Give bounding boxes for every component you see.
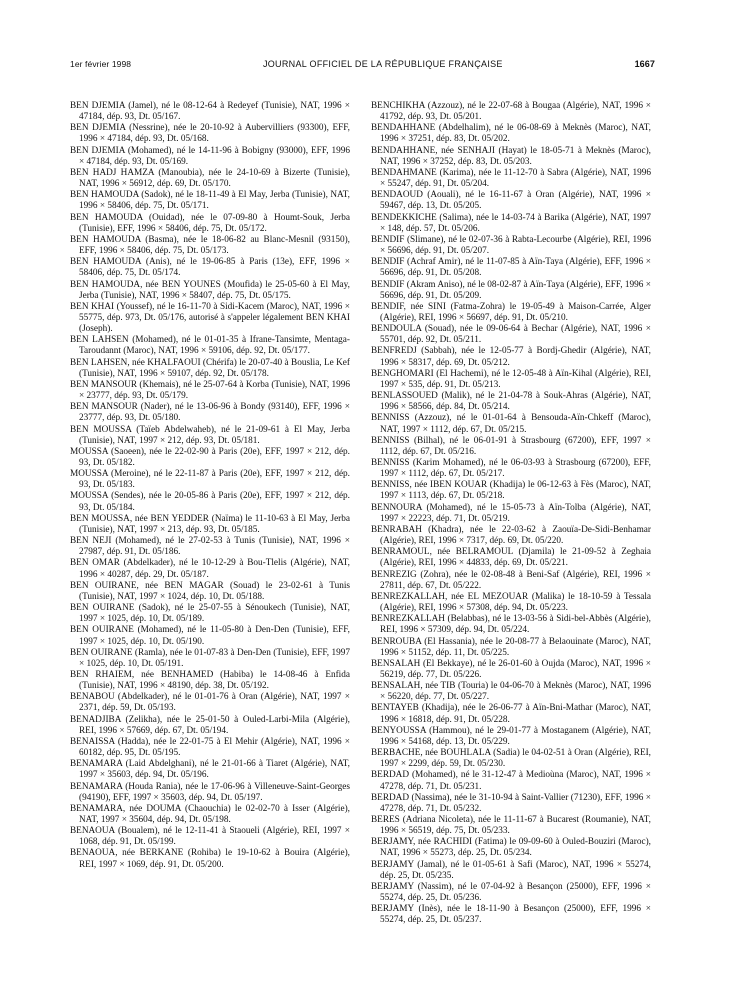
register-entry: BEN DJEMIA (Mohamed), né le 14-11-96 à Bobigny (93000), EFF, 1996 × 47184, dép. 93, Dt. 05/169. [70,145,350,167]
right-column [371,101,651,927]
register-entry: BEN OUIRANE, née BEN MAGAR (Souad) le 23-02-61 à Tunis (Tunisie), NAT, 1997 × 1024, dép. 10, Dt. 05/188. [70,580,350,602]
register-entry: BENSALAH (El Bekkaye), né le 26-01-60 à Oujda (Maroc), NAT, 1996 × 56219, dép. 77, Dt. 05/226. [371,658,651,680]
register-entry: BEN OMAR (Abdelkader), né le 10-12-29 à Bou-Tlelis (Algérie), NAT, 1996 × 40287, dép. 29, Dt. 05/187. [70,558,350,580]
register-entry: BENAISSA (Hadda), née le 22-01-75 à El Mehir (Algérie), NAT, 1996 × 60182, dép. 95, Dt. 05/195. [70,736,350,759]
register-entry: BEN OUIRANE (Sadok), né le 25-07-55 à Sénoukech (Tunisie), NAT, 1997 × 1025, dép. 10, Dt. 05/189. [70,603,350,625]
register-entry: BEN OUIRANE (Ramla), née le 01-07-83 à Den-Den (Tunisie), EFF, 1997 × 1025, dép. 10, Dt. 05/191. [70,647,350,669]
register-entry: BENDAHMANE (Karima), née le 11-12-70 à Sabra (Algérie), NAT, 1996 × 55247, dép. 91, Dt. 05/204. [371,167,651,190]
register-entry: BEN MANSOUR (Khemais), né le 25-07-64 à Korba (Tunisie), NAT, 1996 × 23777, dép. 93, Dt. 05/179. [70,379,350,402]
register-entry: BEN HADJ HAMZA (Manoubia), née le 24-10-69 à Bizerte (Tunisie), NAT, 1996 × 56912, dép. 69, Dt. 05/170. [70,167,350,190]
register-entry: BEN HAMOUDA, née BEN YOUNES (Moufida) le 25-05-60 à El May, Jerba (Tunisie), NAT, 1996 × 58407, dép. 75, Dt. 05/175. [70,279,350,301]
register-entry: BENNISS (Bilhal), né le 06-01-91 à Strasbourg (67200), EFF, 1997 × 1112, dép. 67, Dt. 05/216. [371,435,651,457]
register-entry: BEN DJEMIA (Jamel), né le 08-12-64 à Redeyef (Tunisie), NAT, 1996 × 47184, dép. 93, Dt. 05/167. [70,101,350,123]
register-entry: BERJAMY (Inès), née le 18-11-90 à Besançon (25000), EFF, 1996 × 55274, dép. 25, Dt. 05/237. [371,904,651,926]
register-entry: BENREZKALLAH, née EL MEZOUAR (Malika) le 18-10-59 à Tessala (Algérie), REI, 1996 × 57308, dép. 94, Dt. 05/223. [371,591,651,614]
register-entry: BEN HAMOUDA (Ouidad), née le 07-09-80 à Houmt-Souk, Jerba (Tunisie), EFF, 1996 × 58406, dép. 75, Dt. 05/172. [70,212,350,234]
register-entry: BEN MOUSSA, née BEN YEDDER (Naïma) le 11-10-63 à El May, Jerba (Tunisie), NAT, 1997 × 213, dép. 93, Dt. 05/185. [70,513,350,535]
register-entry: MOUSSA (Sendes), née le 20-05-86 à Paris (20e), EFF, 1997 × 212, dép. 93, Dt. 05/184. [70,491,350,513]
register-entry: BEN RHAIEM, née BENHAMED (Habiba) le 14-08-46 à Enfida (Tunisie), NAT, 1996 × 48190, dép. 38, Dt. 05/192. [70,669,350,692]
register-entry: BEN HAMOUDA (Basma), née le 18-06-82 au Blanc-Mesnil (93150), EFF, 1996 × 58406, dép. 75, Dt. 05/173. [70,234,350,257]
register-entry: BENCHIKHA (Azzouz), né le 22-07-68 à Bougaa (Algérie), NAT, 1996 × 41792, dép. 93, Dt. 05/201. [371,101,651,123]
issue-date: 1er février 1998 [70,59,132,69]
register-entry: BERDAD (Nassima), née le 31-10-94 à Saint-Vallier (71230), EFF, 1996 × 47278, dép. 71, Dt. 05/232. [371,792,651,814]
register-entry: BENNISS, née IBEN KOUAR (Khadija) le 06-12-63 à Fès (Maroc), NAT, 1997 × 1113, dép. 67, Dt. 05/218. [371,480,651,502]
register-entry: BERJAMY, née RACHIDI (Fatima) le 09-09-60 à Ouled-Bouziri (Maroc), NAT, 1996 × 55273, dép. 25, Dt. 05/234. [371,837,651,859]
register-entry: BEN LAHSEN, née KHALFAOUI (Chérifa) le 20-07-40 à Bouslia, Le Kef (Tunisie), NAT, 1996 × 59107, dép. 92, Dt. 05/178. [70,357,350,379]
register-entry: BEN HAMOUDA (Sadok), né le 18-11-49 à El May, Jerba (Tunisie), NAT, 1996 × 58406, dép. 75, Dt. 05/171. [70,190,350,212]
register-entry: BENRAMOUL, née BELRAMOUL (Djamila) le 21-09-52 à Zeghaia (Algérie), REI, 1996 × 44833, dép. 69, Dt. 05/221. [371,547,651,569]
register-entry: BENDAOUD (Aouali), né le 16-11-67 à Oran (Algérie), NAT, 1996 × 59467, dép. 13, Dt. 05/205. [371,190,651,212]
page-number: 1667 [634,59,655,69]
register-entry: BENLASSOUED (Malik), né le 21-04-78 à Souk-Ahras (Algérie), NAT, 1996 × 58566, dép. 84, Dt. 05/214. [371,391,651,413]
register-entry: BENAOUA, née BERKANE (Rohiba) le 19-10-62 à Bouira (Algérie), REI, 1997 × 1069, dép. 91, Dt. 05/200. [70,848,350,870]
register-entry: BENREZKALLAH (Belabbas), né le 13-03-56 à Sidi-bel-Abbès (Algérie), REI, 1996 × 57309, dép. 94, Dt. 05/224. [371,614,651,636]
register-entry: BENDIF, née SINI (Fatma-Zohra) le 19-05-49 à Maison-Carrée, Alger (Algérie), REI, 1996 × 56697, dép. 91, Dt. 05/210. [371,301,651,323]
register-entry: BENAMARA (Houda Rania), née le 17-06-96 à Villeneuve-Saint-Georges (94190), EFF, 1997 × 35603, dép. 94, Dt. 05/197. [70,781,350,803]
register-entry: BENAOUA (Boualem), né le 12-11-41 à Staoueli (Algérie), REI, 1997 × 1068, dép. 91, Dt. 05/199. [70,826,350,848]
register-entry: BENSALAH, née TIB (Touria) le 04-06-70 à Meknès (Maroc), NAT, 1996 × 56220, dép. 77, Dt. 05/227. [371,681,651,703]
register-entry: BERES (Adriana Nicoleta), née le 11-11-67 à Bucarest (Roumanie), NAT, 1996 × 56519, dép. 75, Dt. 05/233. [371,815,651,837]
page-header [70,59,655,73]
register-entry: BEN HAMOUDA (Anis), né le 19-06-85 à Paris (13e), EFF, 1996 × 58406, dép. 75, Dt. 05/174. [70,257,350,279]
register-entry: BENDIF (Akram Aniso), né le 08-02-87 à Aïn-Taya (Algérie), EFF, 1996 × 56696, dép. 91, Dt. 05/209. [371,279,651,301]
journal-title: JOURNAL OFFICIEL DE LA RÉPUBLIQUE FRANÇAISE [262,59,503,69]
register-entry: BENDAHHANE (Abdelhalim), né le 06-08-69 à Meknès (Maroc), NAT, 1996 × 37251, dép. 83, Dt. 05/202. [371,123,651,145]
register-entry: MOUSSA (Saoeen), née le 22-02-90 à Paris (20e), EFF, 1997 × 212, dép. 93, Dt. 05/182. [70,446,350,468]
register-entry: BENAMARA, née DOUMA (Chaouchia) le 02-02-70 à Isser (Algérie), NAT, 1997 × 35604, dép. 94, Dt. 05/198. [70,803,350,825]
register-entry: BENYOUSSA (Hammou), né le 29-01-77 à Mostaganem (Algérie), NAT, 1996 × 54168, dép. 13, Dt. 05/229. [371,725,651,747]
register-entry: BENDAHHANE, née SENHAJI (Hayat) le 18-05-71 à Meknès (Maroc), NAT, 1996 × 37252, dép. 83, Dt. 05/203. [371,145,651,167]
register-entry: BENABOU (Abdelkader), né le 01-01-76 à Oran (Algérie), NAT, 1997 × 2371, dép. 59, Dt. 05/193. [70,692,350,714]
register-entry: BEN DJEMIA (Nessrine), née le 20-10-92 à Aubervilliers (93300), EFF, 1996 × 47184, dép. 93, Dt. 05/168. [70,123,350,145]
register-entry: BEN MANSOUR (Nader), né le 13-06-96 à Bondy (93140), EFF, 1996 × 23777, dép. 93, Dt. 05/180. [70,402,350,424]
register-entry: BENDEKKICHE (Salima), née le 14-03-74 à Barika (Algérie), NAT, 1997 × 148, dép. 57, Dt. 05/206. [371,212,651,234]
register-entry: BENADJIBA (Zelikha), née le 25-01-50 à Ouled-Larbi-Mila (Algérie), REI, 1996 × 57669, dép. 67, Dt. 05/194. [70,714,350,736]
register-entry: BEN MOUSSA (Taïeb Abdelwaheb), né le 21-09-61 à El May, Jerba (Tunisie), NAT, 1997 × 212, dép. 93, Dt. 05/181. [70,424,350,446]
register-entry: BENNISS (Karim Mohamed), né le 06-03-93 à Strasbourg (67200), EFF, 1997 × 1112, dép. 67, Dt. 05/217. [371,458,651,480]
register-entry: BERBACHE, née BOUHLALA (Sadia) le 04-02-51 à Oran (Algérie), REI, 1997 × 2299, dép. 59, Dt. 05/230. [371,748,651,770]
register-entry: BENGHOMARI (El Hachemi), né le 12-05-48 à Aïn-Kihal (Algérie), REI, 1997 × 535, dép. 91, Dt. 05/213. [371,368,651,390]
register-entry: BEN OUIRANE (Mohamed), né le 11-05-80 à Den-Den (Tunisie), EFF, 1997 × 1025, dép. 10, Dt. 05/190. [70,625,350,647]
register-entry: BENDIF (Achraf Amir), né le 11-07-85 à Aïn-Taya (Algérie), EFF, 1996 × 56696, dép. 91, Dt. 05/208. [371,257,651,279]
register-entry: BENAMARA (Laid Abdelghani), né le 21-01-66 à Tiaret (Algérie), NAT, 1997 × 35603, dép. 94, Dt. 05/196. [70,759,350,781]
register-entry: BENFREDJ (Sabbah), née le 12-05-77 à Bordj-Ghedir (Algérie), NAT, 1996 × 58317, dép. 69, Dt. 05/212. [371,346,651,368]
left-column [70,101,350,871]
register-entry: BERJAMY (Jamal), né le 01-05-61 à Safi (Maroc), NAT, 1996 × 55274, dép. 25, Dt. 05/235. [371,859,651,881]
register-entry: BENDIF (Slimane), né le 02-07-36 à Rabta-Lecourbe (Algérie), REI, 1996 × 56696, dép. 91, Dt. 05/207. [371,234,651,257]
register-entry: BEN LAHSEN (Mohamed), né le 01-01-35 à Ifrane-Tansimte, Mentaga-Taroudannt (Maroc), NAT, 1996 × 59106, dép. 92, Dt. 05/177. [70,335,350,357]
register-entry: BERDAD (Mohamed), né le 31-12-47 à Medioùna (Maroc), NAT, 1996 × 47278, dép. 71, Dt. 05/231. [371,770,651,792]
register-entry: BENRABAH (Khadra), née le 22-03-62 à Zaouïa-De-Sidi-Benhamar (Algérie), REI, 1996 × 7317, dép. 69, Dt. 05/220. [371,524,651,547]
register-entry: MOUSSA (Meroine), né le 22-11-87 à Paris (20e), EFF, 1997 × 212, dép. 93, Dt. 05/183. [70,469,350,491]
register-entry: BENNOURA (Mohamed), né le 15-05-73 à Aïn-Tolba (Algérie), NAT, 1997 × 22223, dép. 71, Dt. 05/219. [371,502,651,524]
register-entry: BENROUBA (El Hassania), née le 20-08-77 à Belaouinate (Maroc), NAT, 1996 × 51152, dép. 11, Dt. 05/225. [371,636,651,658]
register-entry: BERJAMY (Nassim), né le 07-04-92 à Besançon (25000), EFF, 1996 × 55274, dép. 25, Dt. 05/236. [371,881,651,904]
register-entry: BENTAYEB (Khadija), née le 26-06-77 à Aïn-Bni-Mathar (Maroc), NAT, 1996 × 16818, dép. 91, Dt. 05/228. [371,703,651,725]
register-entry: BENNISS (Azzouz), né le 01-01-64 à Bensouda-Aïn-Chkeff (Maroc), NAT, 1997 × 1112, dép. 67, Dt. 05/215. [371,413,651,435]
register-entry: BEN KHAI (Youssef), né le 16-11-70 à Sidi-Kacem (Maroc), NAT, 1996 × 55775, dép. 973, Dt. 05/176, autorisé à s'appeler légalement BEN KHAI (Joseph). [70,301,350,335]
register-entry: BENDOULA (Souad), née le 09-06-64 à Bechar (Algérie), NAT, 1996 × 55701, dép. 92, Dt. 05/211. [371,324,651,346]
register-entry: BENREZIG (Zohra), née le 02-08-48 à Beni-Saf (Algérie), REI, 1996 × 27811, dép. 67, Dt. 05/222. [371,569,651,591]
register-entry: BEN NEJI (Mohamed), né le 27-02-53 à Tunis (Tunisie), NAT, 1996 × 27987, dép. 91, Dt. 05/186. [70,536,350,558]
